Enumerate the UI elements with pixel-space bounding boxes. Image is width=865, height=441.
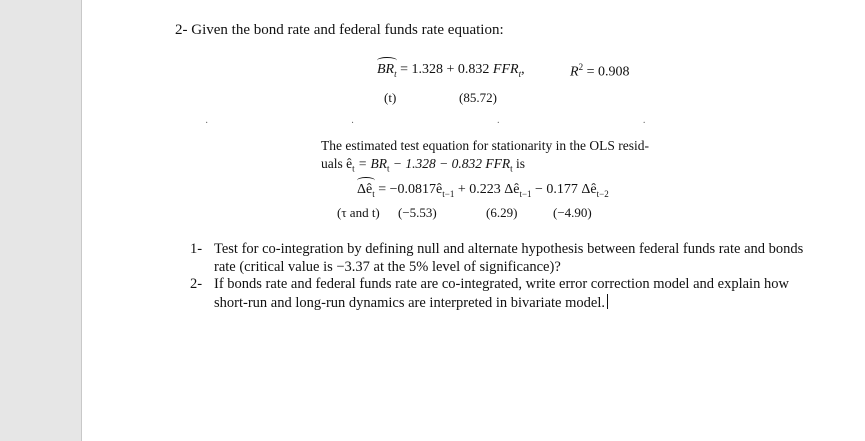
left-page-margin — [0, 0, 82, 441]
list-number: 1- — [190, 241, 203, 257]
tstat-2: (6.29) — [486, 205, 518, 220]
list-number: 2- — [190, 276, 203, 292]
regression-equation: $BR_t = 1.328 + 0.832$ $FFR_t$, — [377, 62, 525, 79]
regression-rhs: = 1.328 + 0.832 — [400, 62, 490, 77]
r-squared: $R^2 = 0.908$ — [570, 62, 630, 80]
separator-dots: · · · · — [205, 118, 716, 129]
list-text: Test for co-integration by defining null and alternate hypothesis between federal funds rate and bonds rate (critical value is −3.37 at the 5% level of significance)? — [214, 241, 804, 275]
stationarity-line-2: uals $ê_t = BR_t - 1.328 - 0.832$ $FFR_t$ is — [321, 156, 526, 174]
br-hat: $BR_t$ — [377, 62, 397, 79]
text-cursor — [607, 294, 608, 309]
tstat-1: (−5.53) — [398, 205, 437, 220]
tau-t-label: (τ and t) — [337, 205, 380, 220]
stationarity-line-1: The estimated test equation for stationarity in the OLS resid- — [321, 138, 650, 153]
test-equation: $\Delta ê_t$ = $-0.0817ê_{t-1} + 0.223$ $\Delta ê_{t-1} - 0.177$ $\Delta ê_{t-2}$ — [357, 182, 609, 199]
list-text[interactable]: If bonds rate and federal funds rate are co-integrated, write error correction model and explain how short-run and long-run dynamics are interpreted in bivariate model. — [214, 276, 789, 311]
delta-e-hat: $\Delta ê_t$ — [357, 182, 375, 199]
list-item — [190, 241, 810, 276]
t-stat-value: (85.72) — [459, 90, 497, 105]
question-title: 2- Given the bond rate and federal funds rate equation: — [175, 22, 504, 38]
list-item — [190, 276, 810, 312]
t-stat-label: (t) — [384, 90, 397, 105]
tstat-3: (−4.90) — [553, 205, 592, 220]
ffr-term: $FFR_t$ — [492, 62, 522, 79]
question-list — [190, 241, 810, 312]
